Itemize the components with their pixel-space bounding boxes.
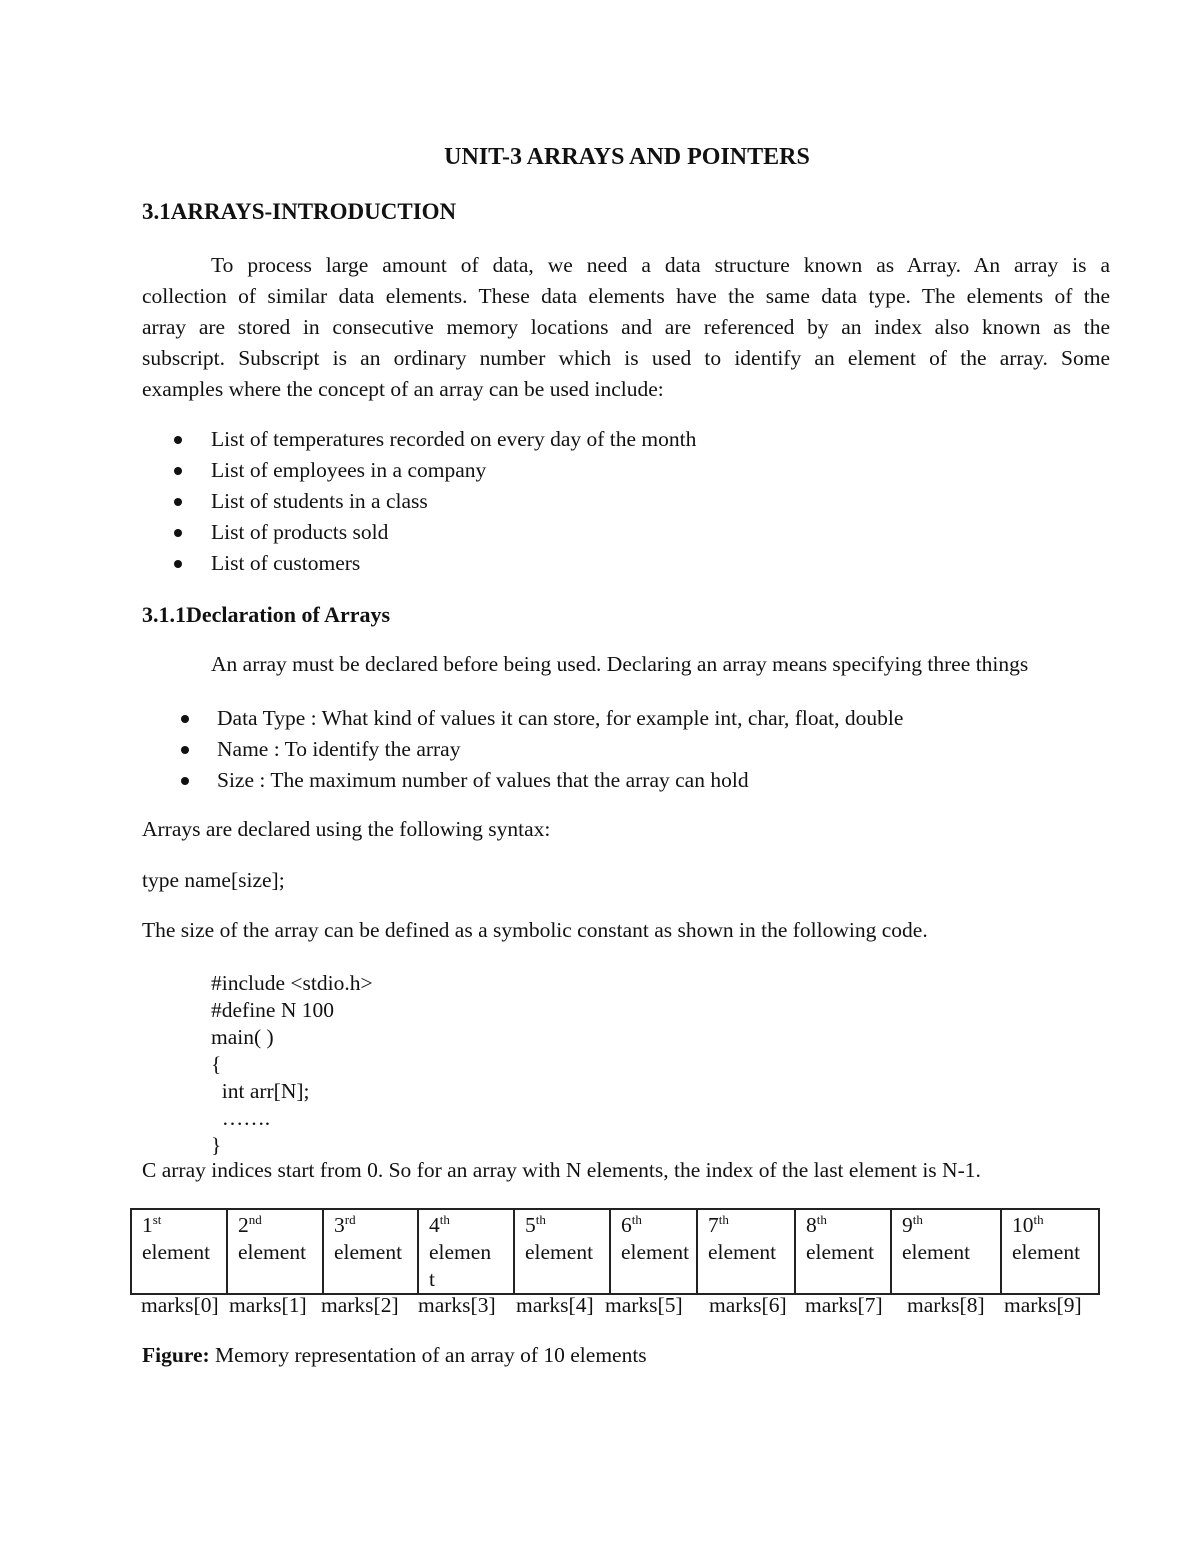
intro-line-5: examples where the concept of an array can be used include: — [142, 377, 664, 401]
index-label: marks[9] — [1004, 1293, 1082, 1317]
table-cell: 6th element — [610, 1209, 697, 1294]
table-cell: 10th element — [1001, 1209, 1099, 1294]
list-item: List of students in a class — [174, 486, 696, 517]
intro-line-2: collection of similar data elements. These data elements have the same data type. The elements of the — [142, 284, 1110, 308]
list-item: Size : The maximum number of values that the array can hold — [181, 765, 903, 796]
index-label: marks[7] — [805, 1293, 883, 1317]
bullet-icon — [181, 746, 189, 754]
index-label: marks[3] — [418, 1293, 496, 1317]
code-line: #define N 100 — [211, 998, 334, 1022]
memory-table — [130, 1208, 1100, 1295]
bullet-icon — [174, 436, 182, 444]
code-line: ……. — [211, 1106, 271, 1130]
index-label: marks[1] — [229, 1293, 307, 1317]
page-title: UNIT-3 ARRAYS AND POINTERS — [444, 144, 810, 170]
syntax-intro: Arrays are declared using the following syntax: — [142, 817, 551, 841]
bullet-icon — [174, 560, 182, 568]
subsection-heading: 3.1.1Declaration of Arrays — [142, 602, 391, 627]
code-block — [211, 970, 373, 1159]
examples-list — [174, 424, 696, 579]
intro-line-3: array are stored in consecutive memory locations and are referenced by an index also known as the — [142, 315, 1110, 339]
table-cell: 9th element — [891, 1209, 1001, 1294]
code-line: } — [211, 1133, 222, 1157]
figure-label: Figure: — [142, 1343, 210, 1367]
bullet-icon — [181, 777, 189, 785]
code-line: int arr[N]; — [211, 1079, 310, 1103]
list-item: List of customers — [174, 548, 696, 579]
index-label: marks[2] — [321, 1293, 399, 1317]
list-item: Data Type : What kind of values it can store, for example int, char, float, double — [181, 703, 903, 734]
list-item: List of products sold — [174, 517, 696, 548]
table-cell: 8th element — [795, 1209, 891, 1294]
index-label: marks[6] — [709, 1293, 787, 1317]
index-label: marks[8] — [907, 1293, 985, 1317]
index-label: marks[0] — [141, 1293, 219, 1317]
code-line: { — [211, 1052, 222, 1076]
list-item: Name : To identify the array — [181, 734, 903, 765]
constant-note: The size of the array can be defined as a symbolic constant as shown in the following code. — [142, 918, 928, 942]
code-line: #include <stdio.h> — [211, 971, 373, 995]
table-cell: 3rd element — [323, 1209, 418, 1294]
bullet-icon — [174, 467, 182, 475]
code-line: main( ) — [211, 1025, 274, 1049]
bullet-icon — [174, 498, 182, 506]
declaration-list — [181, 703, 903, 796]
bullet-icon — [174, 529, 182, 537]
intro-line-4: subscript. Subscript is an ordinary number which is used to identify an element of the array. Some — [142, 346, 1110, 370]
list-item: List of employees in a company — [174, 455, 696, 486]
bullet-icon — [181, 715, 189, 723]
intro-line-1: To process large amount of data, we need a data structure known as Array. An array is a — [211, 253, 1110, 277]
list-item: List of temperatures recorded on every day of the month — [174, 424, 696, 455]
table-cell: 5th element — [514, 1209, 610, 1294]
index-label: marks[4] — [516, 1293, 594, 1317]
declaration-intro: An array must be declared before being used. Declaring an array means specifying three things — [211, 652, 1029, 676]
syntax-line: type name[size]; — [142, 868, 285, 892]
table-row — [131, 1209, 1099, 1294]
index-note: C array indices start from 0. So for an array with N elements, the index of the last element is N-1. — [142, 1158, 981, 1182]
table-cell: 1st element — [131, 1209, 227, 1294]
table-cell: 2nd element — [227, 1209, 323, 1294]
figure-caption-text: Memory representation of an array of 10 elements — [209, 1343, 647, 1367]
index-label: marks[5] — [605, 1293, 683, 1317]
figure-caption — [142, 1343, 647, 1368]
table-cell: 4th elemen t — [418, 1209, 514, 1294]
section-heading: 3.1ARRAYS-INTRODUCTION — [142, 199, 457, 224]
table-cell: 7th element — [697, 1209, 795, 1294]
